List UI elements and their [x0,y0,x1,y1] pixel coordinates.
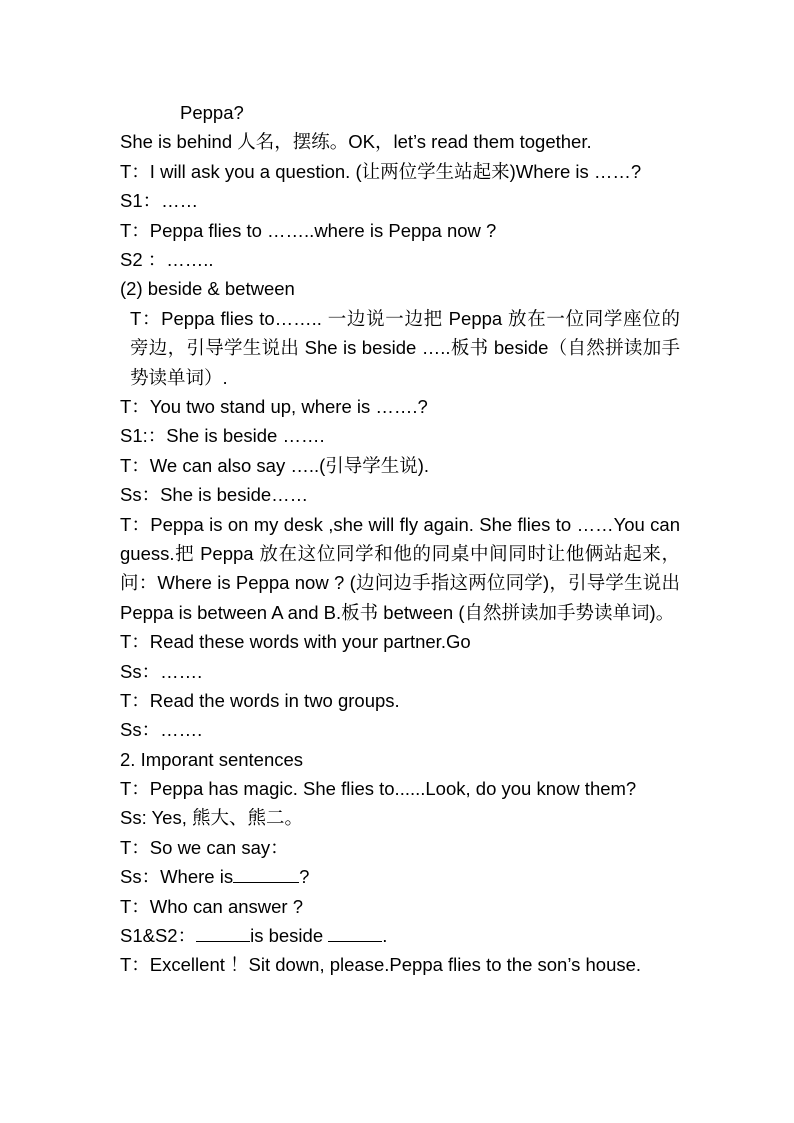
text-fragment: S1&S2： [120,925,197,947]
text-line: T：Peppa has magic. She flies to......Look, do you know them? [120,778,637,800]
text-line: T：We can also say …..(引导学生说). [120,454,430,476]
text-line [120,921,680,950]
text-fragment: is beside [250,925,329,947]
fill-in-blank [328,923,382,942]
text-line: Ss：……. [120,660,203,682]
text-line: T：I will ask you a question. (让两位学生站起来)Where is ……? [120,160,642,182]
text-fragment: . [382,925,388,947]
text-line [120,862,680,891]
text-line: T：Who can answer ? [120,895,304,917]
text-line: T：Read the words in two groups. [120,689,400,711]
text-line: T：Excellent ！Sit down, please.Peppa flies to the son’s house. [120,954,642,976]
text-line: T：Peppa flies to ……..where is Peppa now ? [120,219,497,241]
text-line: She is behind 人名，摆练。OK，let’s read them together. [120,131,592,153]
text-line: S1：…… [120,190,199,212]
document-page [120,98,680,980]
paragraph: T：Peppa is on my desk ,she will fly again. She flies to ……You can guess.把 Peppa 放在这位同学和他的同桌中间同时让他俩站起来，问：Where is Peppa now ? (边问边手指这两位同学)，引导学生说出 Peppa is between A and B.板书 between (自然拼读加手势读单词)。 [120,513,680,623]
paragraph: T：Peppa flies to…….. 一边说一边把 Peppa 放在一位同学座位的旁边，引导学生说出 She is beside …..板书 beside（自然拼读加手势读单词）. [130,307,680,388]
text-line: Ss：She is beside…… [120,484,309,506]
text-line: T：You two stand up, where is …….? [120,395,428,417]
fill-in-blank [233,864,299,883]
text-fragment: ? [299,866,310,888]
text-line: Ss：……. [120,719,203,741]
text-line: Peppa? [180,102,244,123]
text-line: Ss: Yes, 熊大、熊二。 [120,807,303,829]
text-line: S2 ：…….. [120,248,214,270]
fill-in-blank [196,923,250,942]
text-fragment: Ss：Where is [120,866,234,888]
section-heading: 2. Imporant sentences [120,748,304,770]
text-line: T：Read these words with your partner.Go [120,631,471,653]
section-heading: (2) beside & between [120,278,295,300]
text-line: T：So we can say： [120,836,289,858]
text-line: S1:：She is beside ……. [120,425,325,447]
